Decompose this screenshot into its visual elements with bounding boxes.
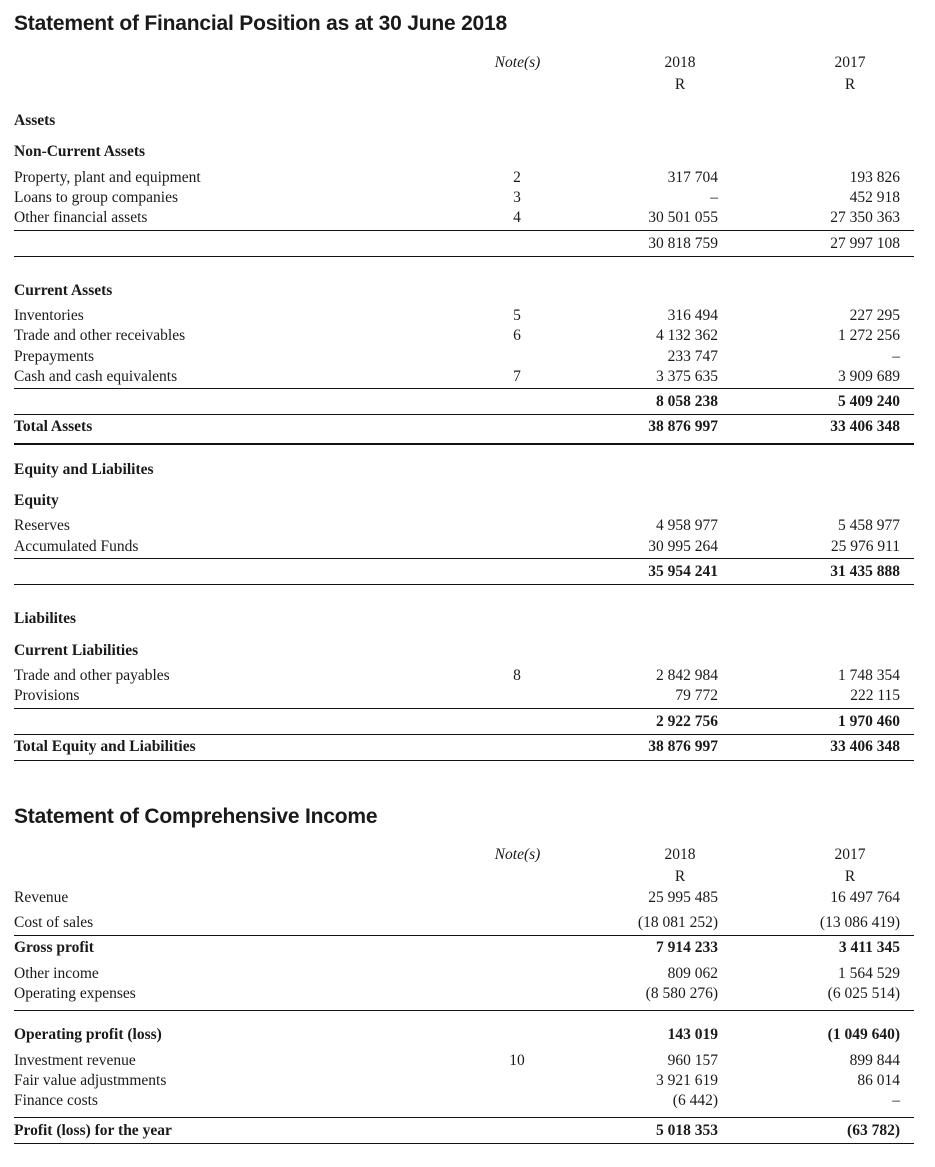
row-label: Other income xyxy=(14,965,99,982)
equity-subtotal-2018: 35 954 241 xyxy=(648,563,718,580)
liabilities-subtotal-2018: 2 922 756 xyxy=(656,713,718,730)
current-liabilities-heading: Current Liabilities xyxy=(14,642,139,659)
divider xyxy=(14,558,914,559)
current-subtotal-2018: 8 058 238 xyxy=(656,393,718,410)
row-label: Trade and other receivables xyxy=(14,327,186,344)
total-eq-liab-label: Total Equity and Liabilities xyxy=(14,738,196,755)
row-label: Operating expenses xyxy=(14,985,136,1002)
divider xyxy=(14,760,914,761)
row-value-2017: (1 049 640) xyxy=(827,1026,900,1043)
row-note: 8 xyxy=(513,667,521,684)
divider xyxy=(14,1010,914,1011)
row-value-2017: 452 918 xyxy=(849,189,900,206)
currency-2017: R xyxy=(844,76,856,93)
row-value-2018: (8 580 276) xyxy=(645,985,718,1002)
row-note: 2 xyxy=(513,169,521,186)
row-value-2018: 25 995 485 xyxy=(648,889,718,906)
row-label: Reserves xyxy=(14,517,70,534)
divider xyxy=(14,1117,914,1118)
row-value-2017: (63 782) xyxy=(847,1122,900,1139)
non-current-assets-heading: Non-Current Assets xyxy=(14,143,146,160)
row-value-2018: (18 081 252) xyxy=(637,914,718,931)
row-value-2018: 5 018 353 xyxy=(656,1122,718,1139)
row-value-2017: 1 564 529 xyxy=(838,965,900,982)
row-label: Fair value adjustmments xyxy=(14,1072,167,1089)
row-note: 6 xyxy=(513,327,521,344)
row-value-2017: 193 826 xyxy=(849,169,900,186)
equity-liabilities-heading: Equity and Liabilites xyxy=(14,461,154,478)
note-col-header: Note(s) xyxy=(494,846,541,863)
row-value-2017: 27 350 363 xyxy=(830,209,900,226)
liabilities-heading: Liabilites xyxy=(14,610,77,627)
row-label: Accumulated Funds xyxy=(14,538,139,555)
non-current-subtotal-2017: 27 997 108 xyxy=(830,235,900,252)
row-value-2017: – xyxy=(892,348,900,365)
row-value-2017: 3 411 345 xyxy=(838,939,900,956)
current-subtotal-2017: 5 409 240 xyxy=(838,393,900,410)
divider xyxy=(14,443,914,445)
row-label: Profit (loss) for the year xyxy=(14,1122,172,1139)
row-value-2017: 16 497 764 xyxy=(830,889,900,906)
divider xyxy=(14,1143,914,1144)
note-col-header: Note(s) xyxy=(494,54,541,71)
row-value-2018: 960 157 xyxy=(667,1052,718,1069)
row-label: Finance costs xyxy=(14,1092,98,1109)
row-label: Prepayments xyxy=(14,348,95,365)
row-value-2018: 809 062 xyxy=(667,965,718,982)
year-2018-header: 2018 xyxy=(664,846,696,863)
row-label: Inventories xyxy=(14,307,84,324)
currency-2017: R xyxy=(844,868,856,885)
row-value-2018: (6 442) xyxy=(672,1092,718,1109)
row-value-2017: – xyxy=(892,1092,900,1109)
row-label: Revenue xyxy=(14,889,69,906)
divider xyxy=(14,388,914,389)
row-value-2017: 5 458 977 xyxy=(838,517,900,534)
row-label: Operating profit (loss) xyxy=(14,1026,162,1043)
row-value-2017: 222 115 xyxy=(850,687,900,704)
total-assets-label: Total Assets xyxy=(14,418,93,435)
row-value-2018: – xyxy=(710,189,718,206)
divider xyxy=(14,230,914,231)
row-note: 3 xyxy=(513,189,521,206)
assets-heading: Assets xyxy=(14,112,56,129)
row-label: Trade and other payables xyxy=(14,667,170,684)
non-current-subtotal-2018: 30 818 759 xyxy=(648,235,718,252)
row-label: Gross profit xyxy=(14,939,94,956)
row-value-2017: 1 748 354 xyxy=(838,667,900,684)
row-value-2018: 30 501 055 xyxy=(648,209,718,226)
row-label: Property, plant and equipment xyxy=(14,169,201,186)
row-value-2018: 4 132 362 xyxy=(656,327,718,344)
currency-2018: R xyxy=(674,868,686,885)
liabilities-subtotal-2017: 1 970 460 xyxy=(838,713,900,730)
soci-title: Statement of Comprehensive Income xyxy=(14,805,378,828)
row-value-2017: 3 909 689 xyxy=(838,368,900,385)
row-value-2018: 233 747 xyxy=(667,348,718,365)
row-value-2018: 3 921 619 xyxy=(656,1072,718,1089)
year-2018-header: 2018 xyxy=(664,54,696,71)
row-note: 5 xyxy=(513,307,521,324)
row-label: Cash and cash equivalents xyxy=(14,368,178,385)
row-label: Provisions xyxy=(14,687,80,704)
year-2017-header: 2017 xyxy=(834,54,866,71)
total-assets-2018: 38 876 997 xyxy=(648,418,718,435)
row-value-2018: 143 019 xyxy=(667,1026,718,1043)
year-2017-header: 2017 xyxy=(834,846,866,863)
row-label: Other financial assets xyxy=(14,209,148,226)
current-assets-heading: Current Assets xyxy=(14,282,113,299)
divider xyxy=(14,708,914,709)
sofp-title: Statement of Financial Position as at 30 June 2018 xyxy=(14,12,507,35)
currency-2018: R xyxy=(674,76,686,93)
row-value-2018: 2 842 984 xyxy=(656,667,718,684)
divider xyxy=(14,935,914,936)
row-value-2017: 86 014 xyxy=(857,1072,900,1089)
total-assets-2017: 33 406 348 xyxy=(830,418,900,435)
equity-heading: Equity xyxy=(14,492,59,509)
row-value-2017: 899 844 xyxy=(849,1052,900,1069)
row-value-2018: 3 375 635 xyxy=(656,368,718,385)
row-value-2018: 317 704 xyxy=(667,169,718,186)
row-value-2017: 25 976 911 xyxy=(830,538,900,555)
equity-subtotal-2017: 31 435 888 xyxy=(830,563,900,580)
row-value-2017: (13 086 419) xyxy=(819,914,900,931)
row-value-2018: 30 995 264 xyxy=(648,538,718,555)
row-value-2018: 4 958 977 xyxy=(656,517,718,534)
row-label: Investment revenue xyxy=(14,1052,136,1069)
row-value-2017: 1 272 256 xyxy=(838,327,900,344)
row-note: 7 xyxy=(513,368,521,385)
row-value-2018: 79 772 xyxy=(675,687,718,704)
row-note: 10 xyxy=(509,1052,525,1069)
row-label: Loans to group companies xyxy=(14,189,179,206)
row-note: 4 xyxy=(513,209,521,226)
row-value-2017: (6 025 514) xyxy=(827,985,900,1002)
divider xyxy=(14,414,914,415)
total-eq-liab-2017: 33 406 348 xyxy=(830,738,900,755)
divider xyxy=(14,256,914,257)
row-value-2018: 316 494 xyxy=(667,307,718,324)
divider xyxy=(14,734,914,735)
row-value-2017: 227 295 xyxy=(849,307,900,324)
total-eq-liab-2018: 38 876 997 xyxy=(648,738,718,755)
row-label: Cost of sales xyxy=(14,914,94,931)
row-value-2018: 7 914 233 xyxy=(656,939,718,956)
divider xyxy=(14,584,914,585)
